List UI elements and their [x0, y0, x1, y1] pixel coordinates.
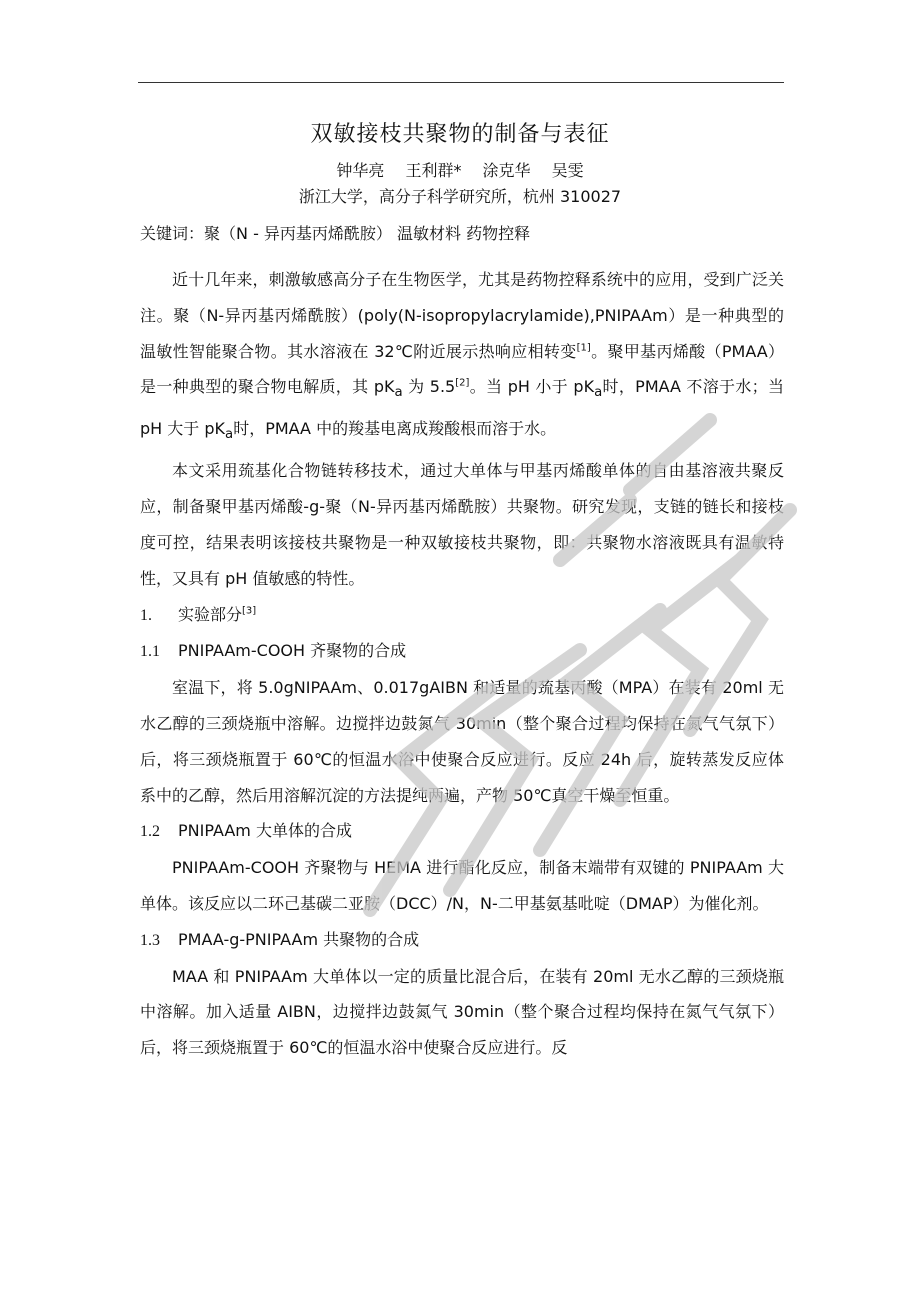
section-heading [140, 597, 784, 634]
subsection-heading [140, 922, 784, 959]
subscript: a [594, 385, 603, 401]
author: 王利群* [405, 161, 462, 180]
section-title: PMAA-g-PNIPAAm 共聚物的合成 [178, 929, 420, 949]
text-run: 。当 pH 小于 pK [469, 377, 595, 397]
author: 吴雯 [551, 161, 584, 180]
citation: [3] [242, 605, 257, 617]
keywords-text: 聚（N - 异丙基丙烯酰胺） 温敏材料 药物控释 [204, 224, 531, 243]
keywords-line [140, 221, 530, 244]
text-run: 时，PMAA 不溶于水；当 pH 大于 pK [140, 377, 784, 439]
author-list [0, 158, 920, 181]
paragraph: MAA 和 PNIPAAm 大单体以一定的质量比混合后，在装有 20ml 无水乙醇的三颈烧瓶中溶解。加入适量 AIBN，边搅拌边鼓氮气 30min（整个聚合过程均保持在氮气气氛下）后，将三颈烧瓶置于 60℃的恒温水浴中使聚合反应进行。反 [140, 966, 784, 1058]
header-rule [138, 82, 784, 83]
author: 钟华亮 [336, 161, 385, 180]
text-run: 。聚甲基丙烯酸（PMAA）是一种典型的聚合物电解质，其 pK [140, 341, 784, 397]
section-number: 1. [140, 606, 152, 624]
paragraph-method: 本文采用巯基化合物链转移技术，通过大单体与甲基丙烯酸单体的自由基溶液共聚反应，制备聚甲基丙烯酸-g-聚（N-异丙基丙烯酰胺）共聚物。研究发现，支链的链长和接枝度可控，结果表明该接枝共聚物是一种双敏接枝共聚物，即：共聚物水溶液既具有温敏特性，又具有 pH 值敏感的特性。 [140, 461, 784, 588]
paragraph: 室温下，将 5.0gNIPAAm、0.017gAIBN 和适量的巯基丙酸（MPA）在装有 20ml 无水乙醇的三颈烧瓶中溶解。边搅拌边鼓氮气 30min（整个聚合过程均保持在氮气气氛下）后，将三颈烧瓶置于 60℃的恒温水浴中使聚合反应进行。反应 24h 后，旋转蒸发反应体系中的乙醇，然后用溶解沉淀的方法提纯两遍，产物 50℃真空干燥至恒重。 [140, 678, 784, 805]
text-run: 为 5.5 [402, 377, 456, 397]
subsection-heading [140, 633, 784, 670]
body-text [140, 262, 784, 1066]
subscript: a [225, 427, 234, 443]
paper-title: 双敏接枝共聚物的制备与表征 [310, 122, 610, 147]
paragraph: PNIPAAm-COOH 齐聚物与 HEMA 进行酯化反应，制备末端带有双键的 PNIPAAm 大单体。该反应以二环己基碳二亚胺（DCC）/N，N-二甲基氨基吡啶（DMAP）为催化剂。 [140, 858, 784, 913]
text-run: 时，PMAA 中的羧基电离成羧酸根而溶于水。 [233, 419, 557, 439]
section-title: PNIPAAm-COOH 齐聚物的合成 [178, 641, 407, 661]
section-number: 1.1 [140, 643, 160, 661]
section-title: 实验部分 [178, 604, 243, 624]
citation: [2] [455, 378, 470, 390]
section-number: 1.2 [140, 823, 160, 841]
text-run: 近十几年来，刺激敏感高分子在生物医学，尤其是药物控释系统中的应用，受到广泛关注。聚（N-异丙基丙烯酰胺）(poly(N-isopropylacrylamide),PNIPAAm）是一种典型的温敏性智能聚合物。其水溶液在 32℃附近展示热响应相转变 [140, 270, 784, 361]
section-number: 1.3 [140, 931, 160, 949]
section-title: PNIPAAm 大单体的合成 [178, 821, 352, 841]
subscript: a [394, 385, 403, 401]
keywords-label: 关键词： [140, 224, 205, 243]
paragraph-intro [140, 262, 784, 453]
affiliation: 浙江大学，高分子科学研究所，杭州 310027 [298, 187, 622, 206]
citation: [1] [576, 342, 591, 354]
subsection-heading [140, 813, 784, 850]
author: 涂克华 [482, 161, 531, 180]
